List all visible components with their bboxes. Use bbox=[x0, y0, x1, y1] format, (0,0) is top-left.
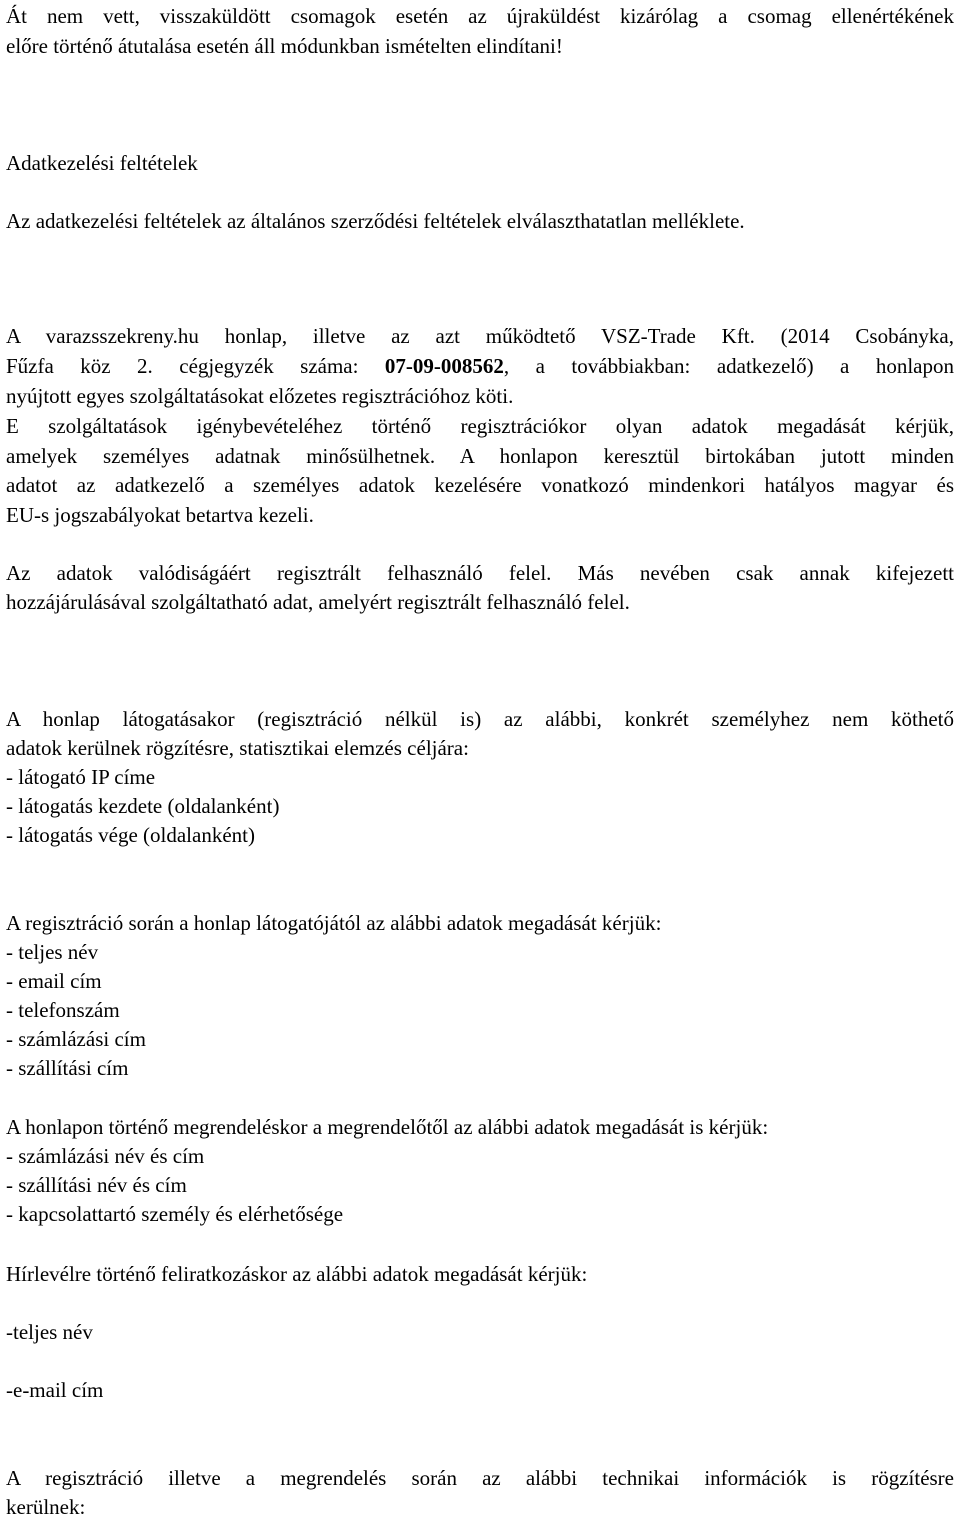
newsletter-list-item: -e-mail cím bbox=[6, 1378, 104, 1402]
intro-line-1: Át nem vett, visszaküldött csomagok esetén az újraküldést kizárólag a csomag ellenértékének bbox=[6, 4, 954, 28]
registration-list-item: - email cím bbox=[6, 969, 102, 993]
company-line-3: nyújtott egyes szolgáltatásokat előzetes regisztrációhoz köti. bbox=[6, 384, 514, 408]
validity-line-2: hozzájárulásával szolgáltatható adat, amelyért regisztrált felhasználó felel. bbox=[6, 590, 630, 614]
registration-list-item: - számlázási cím bbox=[6, 1027, 146, 1051]
services-line-4: EU-s jogszabályokat betartva kezeli. bbox=[6, 503, 314, 527]
order-list-item: - számlázási név és cím bbox=[6, 1144, 205, 1168]
newsletter-list-item: -teljes név bbox=[6, 1320, 93, 1344]
order-list-item: - szállítási név és cím bbox=[6, 1173, 187, 1197]
company-line-2-start: Fűzfa köz 2. cégjegyzék száma: bbox=[6, 354, 385, 378]
annex-note: Az adatkezelési feltételek az általános szerződési feltételek elválaszthatatlan melléklete. bbox=[6, 209, 745, 233]
company-registration-number: 07-09-008562 bbox=[384, 354, 504, 378]
visit-line-1: A honlap látogatásakor (regisztráció nélkül is) az alábbi, konkrét személyhez nem köthető bbox=[6, 707, 954, 731]
company-line-1: A varazsszekreny.hu honlap, illetve az azt működtető VSZ-Trade Kft. (2014 Csobányka, bbox=[6, 324, 954, 348]
section-heading: Adatkezelési feltételek bbox=[6, 151, 198, 175]
technical-line-1: A regisztráció illetve a megrendelés során az alábbi technikai információk is rögzítésre bbox=[6, 1466, 954, 1490]
services-line-3: adatot az adatkezelő a személyes adatok kezelésére vonatkozó mindenkori hatályos magyar és bbox=[6, 473, 954, 497]
services-line-2: amelyek személyes adatnak minősülhetnek. A honlapon keresztül birtokában jutott minden bbox=[6, 444, 954, 468]
company-line-2 bbox=[6, 356, 954, 377]
registration-list-item: - teljes név bbox=[6, 940, 99, 964]
visit-list-item: - látogatás kezdete (oldalanként) bbox=[6, 794, 280, 818]
registration-list-item: - szállítási cím bbox=[6, 1056, 129, 1080]
registration-list-item: - telefonszám bbox=[6, 998, 120, 1022]
order-intro: A honlapon történő megrendeléskor a megrendelőtől az alábbi adatok megadását is kérjük: bbox=[6, 1115, 769, 1139]
technical-line-2: kerülnek: bbox=[6, 1495, 86, 1519]
visit-list-item: - látogató IP címe bbox=[6, 765, 156, 789]
order-list-item: - kapcsolattartó személy és elérhetősége bbox=[6, 1202, 344, 1226]
company-line-2-end: , a továbbiakban: adatkezelő) a honlapon bbox=[503, 354, 954, 378]
registration-intro: A regisztráció során a honlap látogatójától az alábbi adatok megadását kérjük: bbox=[6, 911, 662, 935]
newsletter-intro: Hírlevélre történő feliratkozáskor az alábbi adatok megadását kérjük: bbox=[6, 1262, 588, 1286]
visit-line-2: adatok kerülnek rögzítésre, statisztikai elemzés céljára: bbox=[6, 736, 469, 760]
visit-list-item: - látogatás vége (oldalanként) bbox=[6, 823, 255, 847]
validity-line-1: Az adatok valódiságáért regisztrált felhasználó felel. Más nevében csak annak kifejezett bbox=[6, 561, 954, 585]
intro-line-2: előre történő átutalása esetén áll módunkban ismételten elindítani! bbox=[6, 34, 563, 58]
services-line-1: E szolgáltatások igénybevételéhez történő regisztrációkor olyan adatok megadását kérjük, bbox=[6, 414, 954, 438]
